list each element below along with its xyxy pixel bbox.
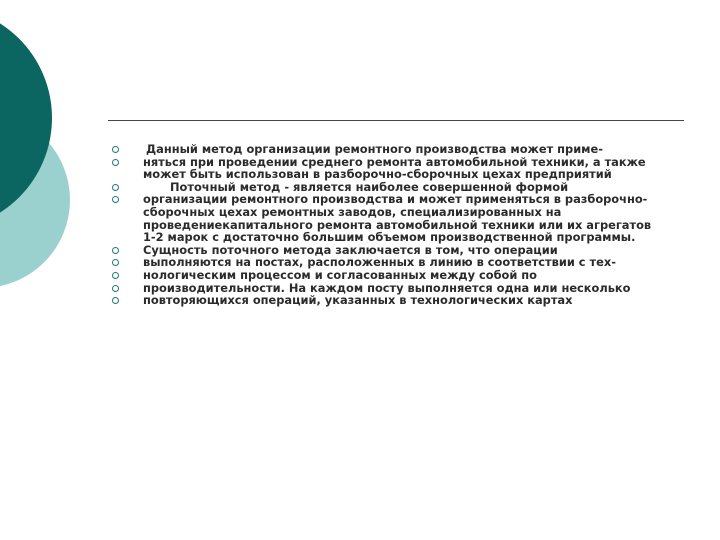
bullet-ring-icon: [112, 272, 119, 279]
text-line-content: организации ремонтного производства и может применяться в разборочно-: [143, 192, 648, 207]
text-line: [112, 231, 682, 244]
text-line: [112, 168, 682, 181]
text-line: [112, 294, 682, 307]
text-line-content: Сущность поточного метода заключается в том, что операции: [143, 242, 558, 257]
text-line-content: Данный метод организации ремонтного производства может приме-: [146, 142, 603, 156]
title-divider: [108, 120, 684, 121]
text-line-content: производительности. На каждом посту выполняется одна или несколько: [143, 280, 631, 295]
bullet-ring-icon: [112, 285, 119, 292]
text-line-content: нологическим процессом и согласованных между собой по: [143, 267, 537, 282]
bullet-ring-icon: [112, 184, 119, 191]
bullet-ring-icon: [112, 247, 119, 254]
bullet-ring-icon: [112, 297, 119, 304]
bullet-ring-icon: [112, 146, 119, 153]
text-line: [112, 206, 682, 219]
slide-text-body: [112, 143, 682, 307]
decorative-circles: [0, 0, 110, 300]
bullet-ring-icon: [112, 159, 119, 166]
text-line-content: 1-2 марок с достаточно большим объемом производственной программы.: [143, 230, 636, 245]
bullet-ring-icon: [112, 196, 119, 203]
text-line-content: проведениекапитального ремонта автомобильной техники или их агрегатов: [143, 217, 652, 232]
text-line-content: повторяющихся операций, указанных в технологических картах: [143, 293, 573, 308]
text-line-content: Поточный метод - является наиболее совершенной формой: [170, 179, 569, 194]
bullet-ring-icon: [112, 259, 119, 266]
text-line-content: сборочных цехах ремонтных заводов, специализированных на: [143, 204, 562, 219]
text-line: [112, 143, 682, 156]
text-line-content: может быть использован в разборочно-сборочных цехах предприятий: [143, 167, 612, 182]
text-line-content: няться при проведении среднего ремонта автомобильной техники, а также: [143, 154, 646, 169]
text-line-content: выполняются на постах, расположенных в линию в соответствии с тех-: [143, 255, 616, 270]
text-line: [112, 269, 682, 282]
